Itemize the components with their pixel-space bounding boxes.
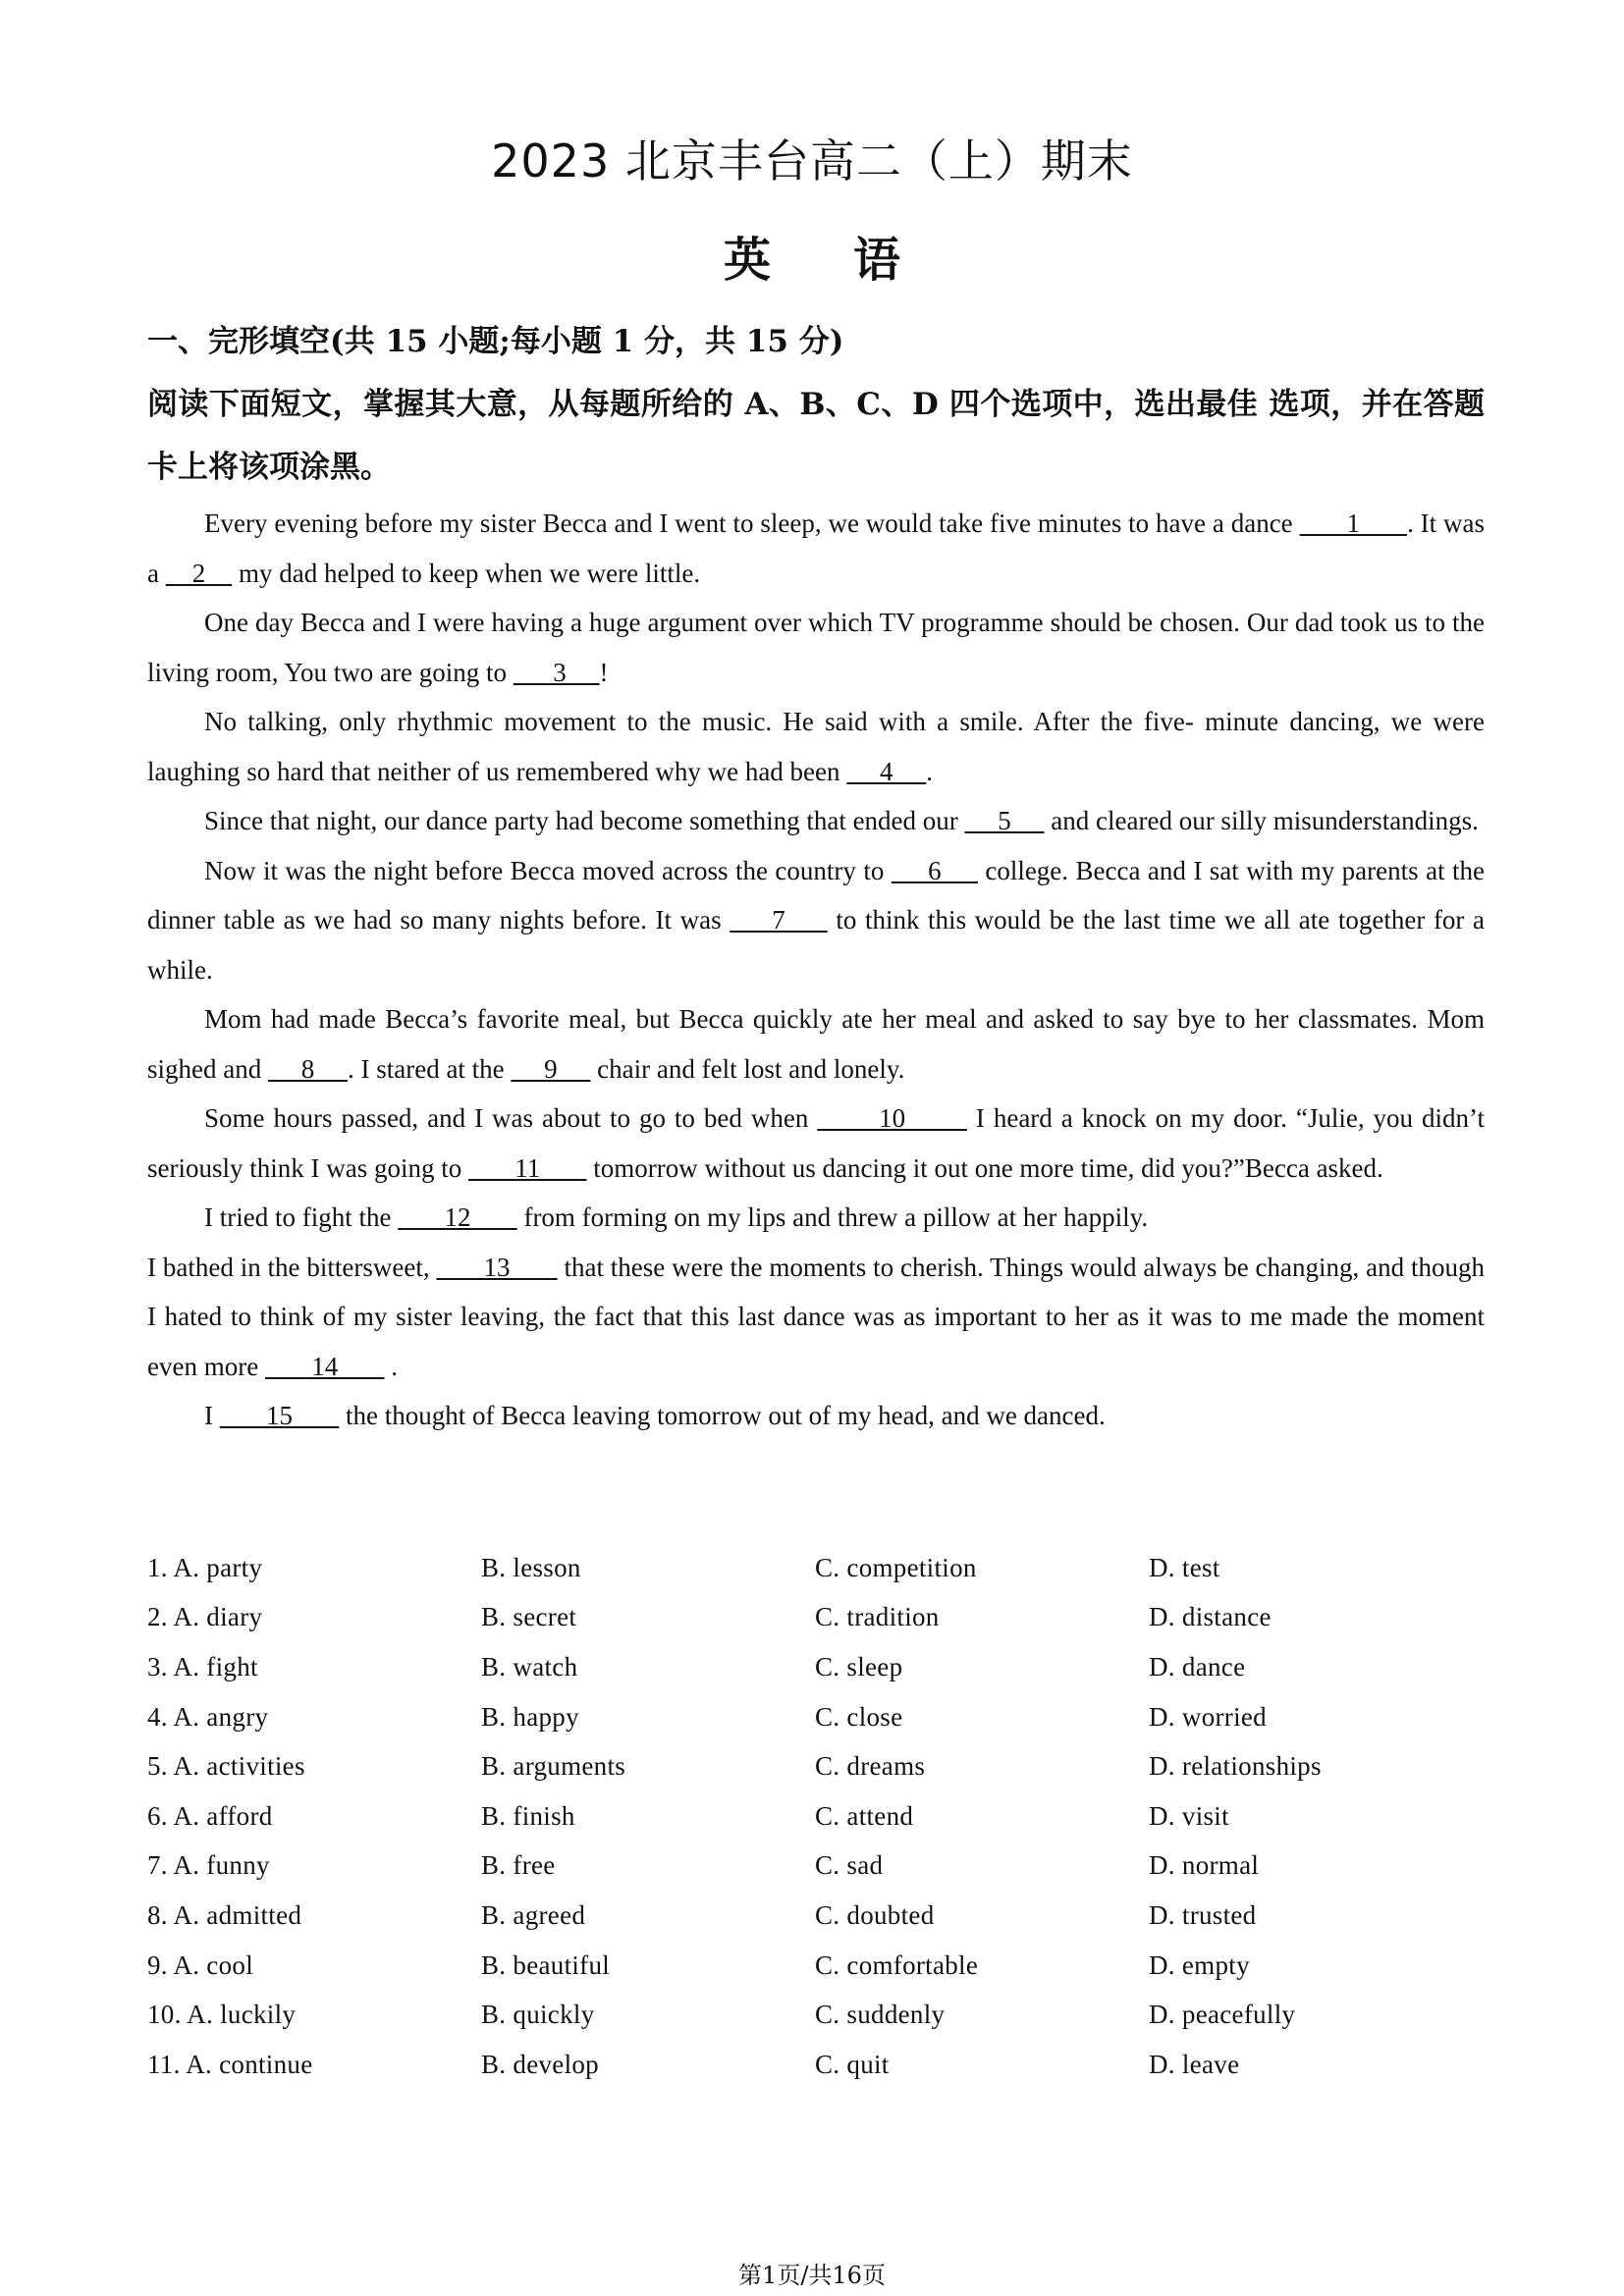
question-row <box>147 1741 1485 1791</box>
answer-blank: 8 <box>267 1053 348 1084</box>
answer-option: 2. A. diary <box>147 1602 263 1632</box>
passage-text: the thought of Becca leaving tomorrow out of my head, and we danced. <box>339 1401 1106 1430</box>
answer-blank: 3 <box>513 657 600 687</box>
passage-text: Now it was the night before Becca moved across the country to <box>204 855 892 885</box>
passage-paragraph <box>147 1094 1485 1193</box>
passage-paragraph <box>147 598 1485 697</box>
answer-option: D. test <box>1149 1552 1220 1582</box>
answer-option: B. develop <box>481 2049 599 2079</box>
section-heading: 一、完形填空(共 15 小题;每小题 1 分，共 15 分) <box>147 324 844 359</box>
answer-blank: 14 <box>264 1351 385 1381</box>
section-instruction: 阅读下面短文，掌握其大意，从每题所给的 A、B、C、D 四个选项中，选出最佳 选项，并在答题卡上将该项涂黑。 <box>147 387 1485 485</box>
answer-option: C. suddenly <box>815 2000 946 2030</box>
answer-option: 10. A. luckily <box>147 2000 297 2030</box>
answer-option: C. close <box>815 1701 903 1732</box>
passage-paragraph <box>147 499 1485 598</box>
question-row <box>147 1990 1485 2040</box>
question-row <box>147 1842 1485 1892</box>
answer-blank: 2 <box>165 558 233 588</box>
passage-text: chair and felt lost and lonely. <box>590 1053 905 1084</box>
answer-blank: 1 <box>1299 508 1408 538</box>
answer-option: B. agreed <box>481 1899 586 1930</box>
answer-blank: 11 <box>467 1152 587 1183</box>
passage-text: One day Becca and I were having a huge argument over which TV programme should be chosen. Our dad took us to the living room, You two are going to <box>147 608 1485 687</box>
answer-option: 6. A. afford <box>147 1800 273 1831</box>
passage-paragraph <box>147 796 1485 846</box>
passage-text: . <box>384 1351 398 1381</box>
question-row <box>147 2040 1485 2090</box>
question-row <box>147 1791 1485 1842</box>
question-row <box>147 1593 1485 1643</box>
answer-option: C. sad <box>815 1850 884 1881</box>
passage-text: tomorrow without us dancing it out one more time, did you?”Becca asked. <box>586 1152 1383 1183</box>
passage-text: . I stared at the <box>347 1053 512 1084</box>
answer-blank: 7 <box>730 905 828 934</box>
answer-option: 11. A. continue <box>147 2049 313 2079</box>
answer-option: D. normal <box>1149 1850 1260 1881</box>
passage-paragraph <box>147 697 1485 796</box>
answer-blank: 6 <box>891 855 978 885</box>
passage-text: I <box>204 1401 220 1430</box>
answer-option: 5. A. activities <box>147 1751 305 1782</box>
answer-option: 9. A. cool <box>147 1949 253 1980</box>
answer-option: 4. A. angry <box>147 1701 269 1732</box>
answer-option: B. happy <box>481 1701 579 1732</box>
answer-option: 1. A. party <box>147 1552 263 1582</box>
cloze-passage <box>147 499 1485 1441</box>
page-number: 第1页/共16页 <box>738 2262 886 2289</box>
answer-option: B. lesson <box>481 1552 581 1582</box>
answer-option: C. dreams <box>815 1751 926 1782</box>
passage-text: Every evening before my sister Becca and I went to sleep, we would take five minutes to have a dance <box>204 508 1300 538</box>
passage-text: . <box>926 756 934 786</box>
question-row <box>147 1543 1485 1593</box>
answer-option: D. relationships <box>1149 1751 1322 1782</box>
passage-text: I heard a knock on my door. “Julie, you didn’t seriously think I was going to <box>147 1103 1486 1183</box>
answer-option: B. free <box>481 1850 556 1881</box>
passage-paragraph <box>147 1243 1485 1392</box>
answer-option: D. peacefully <box>1149 2000 1296 2030</box>
answer-option: 3. A. fight <box>147 1651 258 1682</box>
answer-option: 8. A. admitted <box>147 1899 302 1930</box>
passage-paragraph <box>147 1193 1485 1243</box>
answer-blank: 9 <box>511 1053 591 1084</box>
answer-option: B. quickly <box>481 2000 595 2030</box>
passage-text: I tried to fight the <box>204 1202 399 1232</box>
answer-option: C. comfortable <box>815 1949 979 1980</box>
passage-text: from forming on my lips and threw a pillow at her happily. <box>516 1202 1149 1232</box>
answer-option: 7. A. funny <box>147 1850 270 1881</box>
answer-option: B. finish <box>481 1800 575 1831</box>
answer-blank: 4 <box>846 756 927 786</box>
passage-text: to think this would be the last time we all ate together for a while. <box>147 905 1486 985</box>
passage-text: that these were the moments to cherish. Things would always be changing, and though I hated to think of my sister leaving, the fact that this last dance was as important to her as it was to me made the moment even more <box>147 1252 1485 1381</box>
passage-text: college. Becca and I sat with my parents at the dinner table as we had so many nights before. It was <box>147 855 1486 934</box>
question-row <box>147 1692 1485 1742</box>
answer-option: D. leave <box>1149 2049 1240 2079</box>
passage-text: Some hours passed, and I was about to go to bed when <box>204 1103 818 1133</box>
passage-text: . It was a <box>147 508 1486 588</box>
answer-option: C. attend <box>815 1800 914 1831</box>
question-row <box>147 1941 1485 1991</box>
passage-text: and cleared our silly misunderstandings. <box>1044 806 1479 835</box>
answer-option: B. beautiful <box>481 1949 611 1980</box>
passage-text: No talking, only rhythmic movement to the music. He said with a smile. After the five- minute dancing, we were laughing so hard that neither of us remembered why we had been <box>147 707 1485 786</box>
passage-text: Since that night, our dance party had become something that ended our <box>204 806 965 835</box>
subject-char: 语 <box>853 233 901 288</box>
answer-option: C. sleep <box>815 1651 903 1682</box>
answer-option: D. empty <box>1149 1949 1250 1980</box>
answer-option: D. distance <box>1149 1602 1272 1632</box>
answer-option: C. quit <box>815 2049 890 2079</box>
answer-options <box>147 1543 1485 2090</box>
answer-option: C. doubted <box>815 1899 935 1930</box>
answer-option: C. tradition <box>815 1602 940 1632</box>
answer-blank: 12 <box>398 1202 517 1232</box>
passage-text: ! <box>599 657 609 687</box>
answer-blank: 10 <box>817 1103 967 1133</box>
exam-title: 2023 北京丰台高二（上）期末 <box>491 134 1133 187</box>
question-row <box>147 1891 1485 1941</box>
answer-option: D. dance <box>1149 1651 1246 1682</box>
passage-text: my dad helped to keep when we were little. <box>232 558 701 588</box>
answer-option: B. secret <box>481 1602 577 1632</box>
question-row <box>147 1642 1485 1692</box>
answer-option: B. watch <box>481 1651 578 1682</box>
answer-blank: 13 <box>436 1252 558 1282</box>
answer-option: D. visit <box>1149 1800 1229 1831</box>
passage-paragraph <box>147 994 1485 1094</box>
answer-option: C. competition <box>815 1552 977 1582</box>
passage-paragraph <box>147 846 1485 995</box>
passage-text: Mom had made Becca’s favorite meal, but Becca quickly ate her meal and asked to say bye to her classmates. Mom sighed and <box>147 1004 1485 1084</box>
answer-blank: 5 <box>964 806 1045 835</box>
passage-paragraph <box>147 1391 1485 1441</box>
subject-title <box>0 222 1624 290</box>
passage-text: I bathed in the bittersweet, <box>147 1252 437 1282</box>
answer-option: D. trusted <box>1149 1899 1257 1930</box>
answer-option: B. arguments <box>481 1751 626 1782</box>
answer-option: D. worried <box>1149 1701 1267 1732</box>
answer-blank: 15 <box>219 1401 340 1430</box>
subject-char: 英 <box>723 233 771 288</box>
